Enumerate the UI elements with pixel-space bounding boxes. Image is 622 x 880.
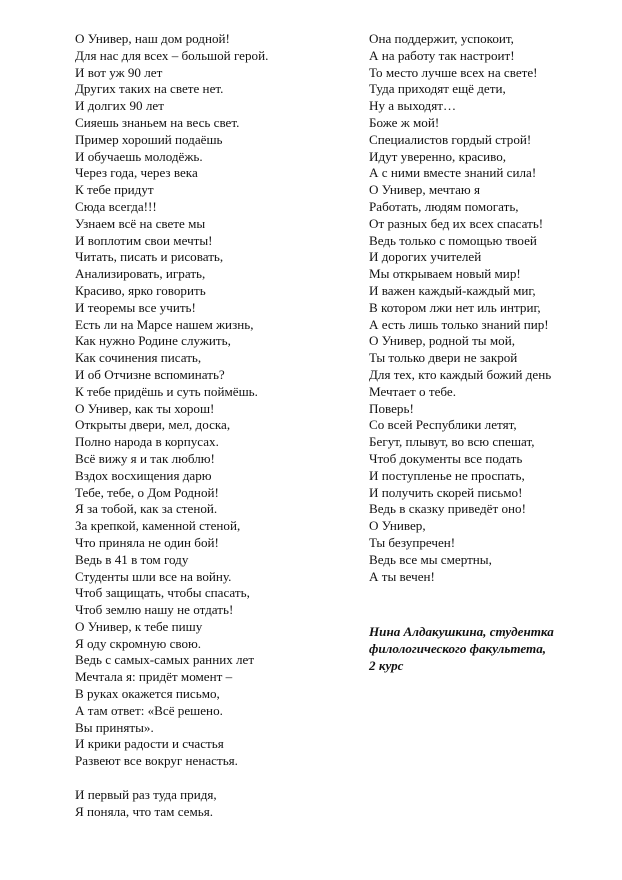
poem-line: О Универ, родной ты мой, (369, 333, 515, 349)
poem-line: Развеют все вокруг ненастья. (75, 753, 238, 769)
poem-line: Я оду скромную свою. (75, 635, 202, 651)
poem-left-column (75, 31, 345, 820)
poem-line: И воплотим свои мечты! (75, 232, 213, 248)
poem-line: Специалистов гордый строй! (369, 131, 532, 147)
poem-line: Ты только двери не закрой (369, 350, 518, 366)
poem-line: Сюда всегда!!! (75, 198, 157, 214)
signature-line: 2 курс (369, 658, 404, 673)
poem-line: Идут уверенно, красиво, (369, 148, 507, 164)
poem-line: Работать, людям помогать, (369, 198, 519, 214)
poem-right-column (369, 31, 609, 585)
poem-line: А ты вечен! (369, 568, 435, 584)
poem-line: В руках окажется письмо, (75, 686, 220, 702)
poem-line: Мечтала я: придёт момент – (75, 669, 233, 685)
poem-line: О Универ, к тебе пишу (75, 618, 203, 634)
poem-line: Как сочинения писать, (75, 350, 202, 366)
poem-line: Ведь с самых-самых ранних лет (75, 652, 255, 668)
poem-line: Сияешь знаньем на весь свет. (75, 114, 240, 130)
signature-line: филологического факультета, (369, 641, 547, 656)
poem-line: Пример хороший подаёшь (75, 131, 223, 147)
poem-line: Ну а выходят… (369, 98, 457, 114)
poem-line: Чтоб защищать, чтобы спасать, (75, 585, 250, 601)
poem-line: Ты безупречен! (369, 534, 456, 550)
poem-line: Мечтает о тебе. (369, 383, 456, 399)
poem-line: Ведь только с помощью твоей (369, 232, 537, 248)
poem-line: Бегут, плывут, во всю спешат, (369, 434, 535, 450)
author-signature (369, 623, 609, 674)
signature-line: Нина Алдакушкина, студентка (369, 624, 554, 639)
poem-line: О Универ, (369, 518, 426, 534)
poem-line: Чтоб документы все подать (369, 450, 523, 466)
poem-line: И первый раз туда придя, (75, 786, 217, 802)
poem-line: И поступленье не проспать, (369, 467, 525, 483)
poem-line: И теоремы все учить! (75, 299, 196, 315)
poem-line: И вот уж 90 лет (75, 64, 163, 80)
poem-line: А с ними вместе знаний сила! (369, 165, 537, 181)
poem-line: То место лучше всех на свете! (369, 64, 538, 80)
stanza-gap (75, 770, 345, 787)
poem-line: Вы приняты». (75, 719, 154, 735)
poem-line: За крепкой, каменной стеной, (75, 518, 241, 534)
poem-line: Мы открываем новый мир! (369, 266, 521, 282)
poem-line: Туда приходят ещё дети, (369, 81, 506, 97)
poem-line: О Универ, наш дом родной! (75, 31, 230, 46)
poem-line: И получить скорей письмо! (369, 484, 523, 500)
poem-line: Полно народа в корпусах. (75, 434, 219, 450)
poem-line: Узнаем всё на свете мы (75, 215, 206, 231)
poem-line: Чтоб землю нашу не отдать! (75, 602, 234, 618)
poem-line: Студенты шли все на войну. (75, 568, 232, 584)
poem-line: И долгих 90 лет (75, 98, 164, 114)
poem-line: А есть лишь только знаний пир! (369, 316, 549, 332)
poem-line: От разных бед их всех спасать! (369, 215, 544, 231)
poem-line: И дорогих учителей (369, 249, 482, 265)
poem-line: О Универ, мечтаю я (369, 182, 481, 198)
poem-line: Со всей Республики летят, (369, 417, 517, 433)
poem-line: Она поддержит, успокоит, (369, 31, 514, 46)
poem-line: Боже ж мой! (369, 114, 440, 130)
poem-line: И крики радости и счастья (75, 736, 224, 752)
poem-line: Тебе, тебе, о Дом Родной! (75, 484, 219, 500)
poem-line: Читать, писать и рисовать, (75, 249, 224, 265)
poem-line: Как нужно Родине служить, (75, 333, 231, 349)
poem-line: К тебе придут (75, 182, 154, 198)
poem-line: Ведь в сказку приведёт оно! (369, 501, 526, 517)
poem-line: Ведь в 41 в том году (75, 551, 189, 567)
poem-line: Есть ли на Марсе нашем жизнь, (75, 316, 254, 332)
poem-line: Других таких на свете нет. (75, 81, 224, 97)
poem-line: А на работу так настроит! (369, 47, 515, 63)
poem-line: К тебе придёшь и суть поймёшь. (75, 383, 258, 399)
poem-line: Открыты двери, мел, доска, (75, 417, 231, 433)
poem-line: Через года, через века (75, 165, 198, 181)
poem-line: Поверь! (369, 400, 414, 416)
poem-line: Ведь все мы смертны, (369, 551, 492, 567)
poem-line: Анализировать, играть, (75, 266, 206, 282)
poem-line: А там ответ: «Всё решено. (75, 702, 223, 718)
poem-line: Для тех, кто каждый божий день (369, 366, 552, 382)
poem-line: Для нас для всех – большой герой. (75, 47, 269, 63)
poem-line: Я поняла, что там семья. (75, 803, 214, 819)
poem-line: Всё вижу я и так люблю! (75, 450, 215, 466)
poem-line: О Универ, как ты хорош! (75, 400, 215, 416)
poem-line: Я за тобой, как за стеной. (75, 501, 218, 517)
poem-line: И важен каждый-каждый миг, (369, 282, 536, 298)
poem-line: Красиво, ярко говорить (75, 282, 206, 298)
poem-line: В котором лжи нет иль интриг, (369, 299, 541, 315)
poem-line: И об Отчизне вспоминать? (75, 366, 225, 382)
poem-line: Вздох восхищения дарю (75, 467, 212, 483)
poem-line: Что приняла не один бой! (75, 534, 219, 550)
poem-line: И обучаешь молодёжь. (75, 148, 203, 164)
